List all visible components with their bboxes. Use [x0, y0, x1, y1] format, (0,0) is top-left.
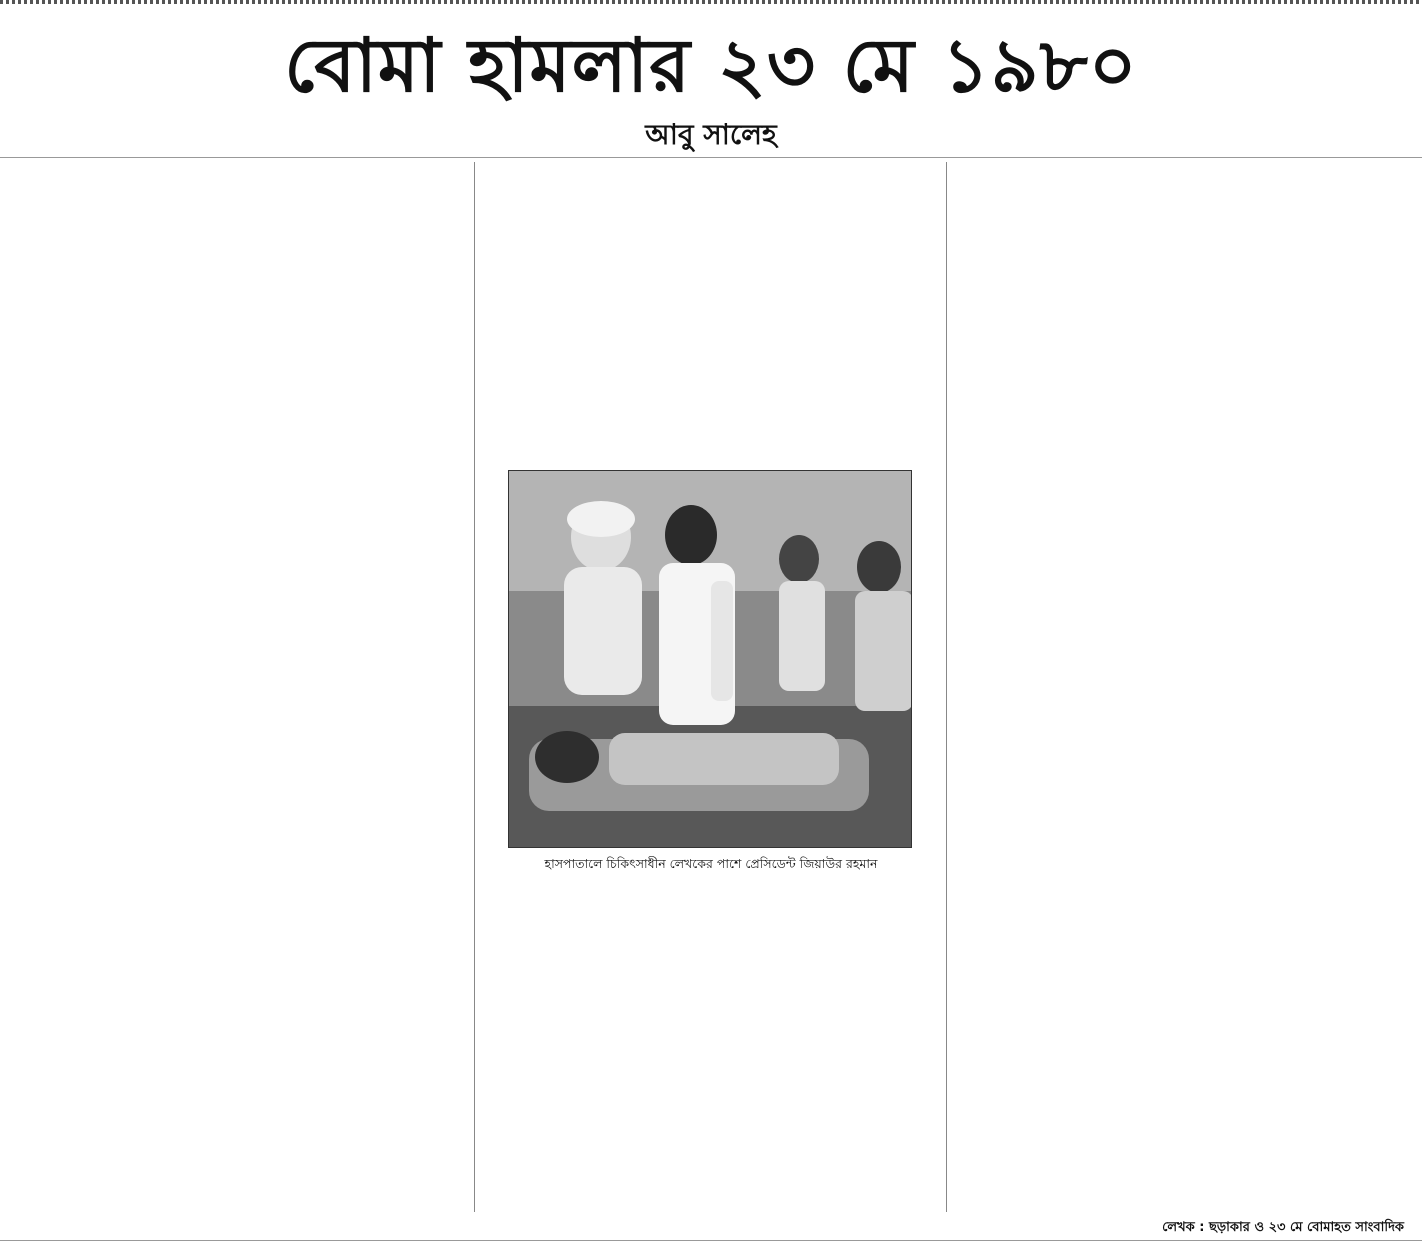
- top-dotted-rule: [0, 0, 1422, 4]
- author-footer-note: লেখক : ছড়াকার ও ২৩ মে বোমাহত সাংবাদিক: [1162, 1220, 1404, 1235]
- article-photo: [508, 470, 912, 848]
- photo-illustration: [509, 471, 912, 848]
- article-headline: বোমা হামলার ২৩ মে ১৯৮০: [284, 23, 1138, 109]
- photo-caption: হাসপাতালে চিকিৎসাধীন লেখকের পাশে প্রেসিডেন্ট জিয়াউর রহমান: [544, 856, 878, 871]
- article-byline: আবু সালেহ: [645, 118, 777, 151]
- column-divider-1: [474, 162, 475, 1212]
- byline-divider: [0, 157, 1422, 158]
- bottom-rule: [0, 1240, 1422, 1241]
- column-divider-2: [946, 162, 947, 1212]
